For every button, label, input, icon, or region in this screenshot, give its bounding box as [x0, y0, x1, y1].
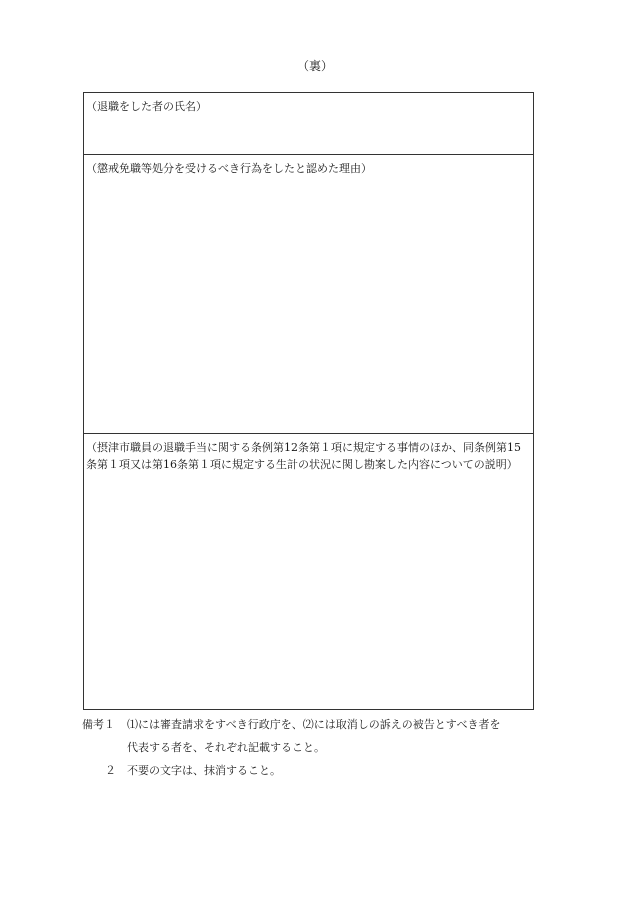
remark-2-number: ２ [105, 764, 116, 777]
remark-1 [82, 716, 552, 739]
disciplinary-reason-section[interactable] [84, 155, 533, 434]
remark-1-continuation [82, 739, 552, 762]
remarks-prefix: 備考１ [82, 718, 115, 731]
remark-1-line-2: 代表する者を、それぞれ記載すること。 [127, 741, 325, 754]
retiree-name-label: （退職をした者の氏名） [86, 100, 207, 113]
disciplinary-reason-label: （懲戒免職等処分を受けるべき行為をしたと認めた理由） [86, 162, 372, 175]
remarks [82, 716, 552, 785]
remark-2 [82, 762, 552, 785]
page-title: （裏） [296, 59, 333, 73]
remark-1-line-1: ⑴には審査請求をすべき行政庁を、⑵には取消しの訴えの被告とすべき者を [127, 718, 501, 731]
consideration-explanation-label: （摂津市職員の退職手当に関する条例第12条第１項に規定する事情のほか、同条例第15条第１項又は第16条第１項に規定する生計の状況に関し勘案した内容についての説明） [86, 441, 521, 471]
remark-2-text: 不要の文字は、抹消すること。 [127, 764, 281, 777]
consideration-explanation-section[interactable] [84, 434, 533, 709]
form-table [83, 92, 534, 710]
retiree-name-section[interactable] [84, 93, 533, 155]
